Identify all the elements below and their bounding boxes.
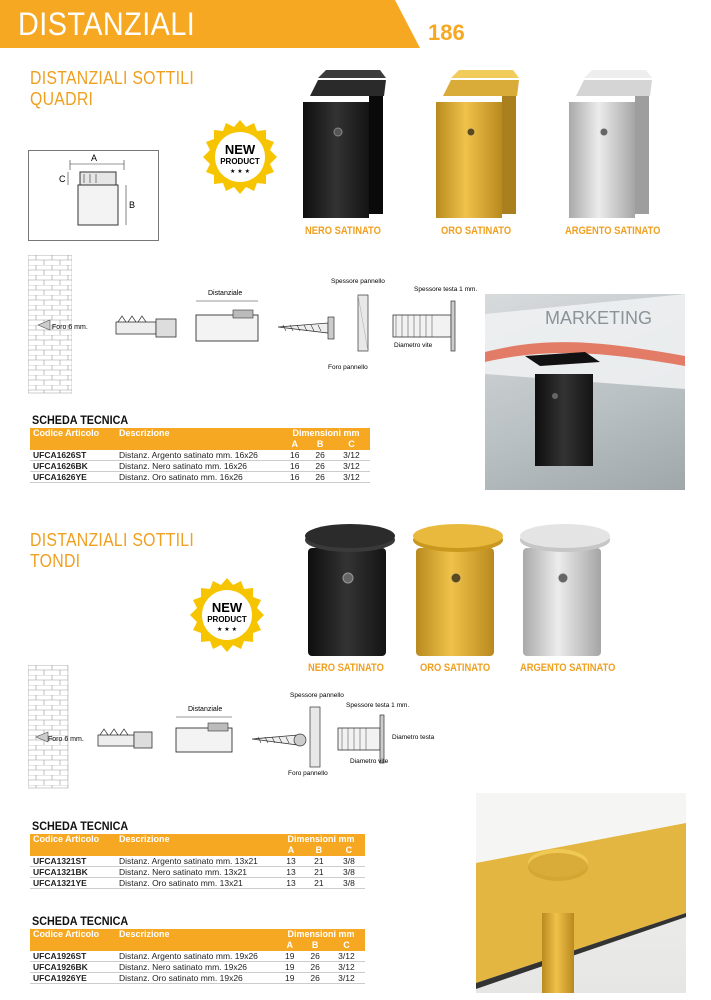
cell-code: UFCA1321YE: [30, 878, 116, 889]
table-row: [30, 472, 370, 483]
cell-code: UFCA1321ST: [30, 856, 116, 867]
label-diametro-testa: Diametro testa: [392, 734, 435, 741]
section2-title-line1: DISTANZIALI SOTTILI: [30, 530, 195, 550]
blank-cell: [116, 439, 282, 450]
dim-label-b: B: [129, 200, 136, 210]
product-square-silver: [566, 70, 652, 220]
dim-label-c: C: [59, 174, 66, 184]
table-header-row: [30, 929, 365, 940]
cell-a: 16: [282, 450, 307, 461]
badge-new-text: NEW: [211, 600, 243, 615]
label-diametro-vite: Diametro vite: [350, 758, 389, 765]
page-number: 186: [428, 20, 465, 45]
table-subheader-row: [30, 940, 365, 951]
cell-desc: Distanz. Nero satinato mm. 13x21: [116, 867, 277, 878]
cell-code: UFCA1626ST: [30, 450, 116, 461]
cell-b: 26: [307, 472, 332, 483]
product-square-black: [300, 70, 386, 220]
cell-desc: Distanz. Nero satinato mm. 16x26: [116, 461, 282, 472]
photo-sign-text: MARKETING: [545, 308, 653, 328]
cell-b: 26: [302, 962, 327, 973]
label-foro-pannello: Foro pannello: [288, 770, 328, 777]
cell-b: 21: [305, 878, 333, 889]
table-header-row: [30, 428, 370, 439]
cell-code: UFCA1926BK: [30, 962, 116, 973]
new-product-badge: [190, 578, 264, 652]
cell-desc: Distanz. Oro satinato mm. 16x26: [116, 472, 282, 483]
dim-label-a: A: [91, 153, 98, 163]
col-dims: Dimensioni mm: [277, 929, 365, 940]
table-row: [30, 450, 370, 461]
col-desc: Descrizione: [116, 929, 277, 940]
tech-sheet-table: [30, 834, 365, 889]
blank-cell: [116, 845, 277, 856]
product-photo-square: [485, 294, 685, 490]
cell-c: 3/8: [333, 856, 365, 867]
installation-diagram-square: [28, 255, 478, 395]
tech-sheet-heading: SCHEDA TECNICA: [32, 819, 129, 833]
dimension-diagram-square: [28, 150, 160, 242]
table-subheader-row: [30, 439, 370, 450]
cell-a: 19: [277, 973, 302, 984]
cell-desc: Distanz. Oro satinato mm. 13x21: [116, 878, 277, 889]
blank-cell: [30, 940, 116, 951]
col-b: B: [305, 845, 333, 856]
table-subheader-row: [30, 845, 365, 856]
cell-c: 3/12: [328, 973, 365, 984]
section1-title: [30, 68, 194, 110]
cell-a: 16: [282, 472, 307, 483]
blank-cell: [116, 940, 277, 951]
label-spessore-pannello: Spessore pannello: [290, 692, 344, 699]
product-round-gold: [408, 520, 508, 658]
table-row: [30, 962, 365, 973]
cell-b: 26: [302, 951, 327, 962]
section1-title-line2: QUADRI: [30, 89, 94, 109]
col-dims: Dimensioni mm: [277, 834, 365, 845]
cell-b: 26: [307, 450, 332, 461]
cell-a: 16: [282, 461, 307, 472]
col-desc: Descrizione: [116, 428, 282, 439]
label-spessore-pannello: Spessore pannello: [331, 278, 385, 285]
product-square-gold: [433, 70, 519, 220]
badge-product-text: PRODUCT: [220, 157, 260, 166]
cell-c: 3/12: [333, 461, 370, 472]
col-c: C: [333, 439, 370, 450]
variant-caption: ARGENTO SATINATO: [565, 225, 661, 237]
blank-cell: [30, 845, 116, 856]
col-a: A: [277, 845, 305, 856]
cell-a: 13: [277, 878, 305, 889]
badge-stars: ★ ★ ★: [230, 168, 250, 175]
variant-caption: ORO SATINATO: [441, 225, 512, 237]
cell-a: 19: [277, 962, 302, 973]
table-row: [30, 951, 365, 962]
page-title: DISTANZIALI: [18, 6, 196, 42]
table-row: [30, 867, 365, 878]
col-code: Codice Articolo: [30, 929, 116, 940]
label-diametro-vite: Diametro vite: [394, 342, 433, 349]
cell-c: 3/8: [333, 878, 365, 889]
label-foro: Foro 6 mm.: [48, 736, 84, 743]
cell-desc: Distanz. Argento satinato mm. 16x26: [116, 450, 282, 461]
cell-code: UFCA1926YE: [30, 973, 116, 984]
col-a: A: [282, 439, 307, 450]
cell-b: 21: [305, 856, 333, 867]
section2-title-line2: TONDI: [30, 551, 81, 571]
tech-sheet-table: [30, 428, 370, 483]
col-c: C: [328, 940, 365, 951]
table-header-row: [30, 834, 365, 845]
col-desc: Descrizione: [116, 834, 277, 845]
label-foro-pannello: Foro pannello: [328, 364, 368, 371]
table-row: [30, 461, 370, 472]
col-b: B: [307, 439, 332, 450]
badge-stars: ★ ★ ★: [217, 626, 237, 633]
cell-c: 3/12: [328, 951, 365, 962]
variant-caption: ORO SATINATO: [420, 662, 491, 674]
cell-desc: Distanz. Oro satinato mm. 19x26: [116, 973, 277, 984]
cell-c: 3/8: [333, 867, 365, 878]
badge-new-text: NEW: [224, 142, 256, 157]
col-code: Codice Articolo: [30, 834, 116, 845]
cell-desc: Distanz. Argento satinato mm. 13x21: [116, 856, 277, 867]
label-spessore-testa: Spessore testa 1 mm.: [346, 702, 410, 709]
cell-a: 19: [277, 951, 302, 962]
cell-b: 26: [307, 461, 332, 472]
cell-c: 3/12: [328, 962, 365, 973]
variant-caption: ARGENTO SATINATO: [520, 662, 616, 674]
badge-product-text: PRODUCT: [207, 615, 247, 624]
product-round-black: [300, 520, 400, 658]
cell-code: UFCA1626YE: [30, 472, 116, 483]
cell-b: 26: [302, 973, 327, 984]
cell-desc: Distanz. Argento satinato mm. 19x26: [116, 951, 277, 962]
tech-sheet-table: [30, 929, 365, 984]
tech-sheet-heading: SCHEDA TECNICA: [32, 413, 129, 427]
cell-b: 21: [305, 867, 333, 878]
section2-title: [30, 530, 194, 572]
cell-a: 13: [277, 867, 305, 878]
tech-sheet-heading: SCHEDA TECNICA: [32, 914, 129, 928]
cell-code: UFCA1926ST: [30, 951, 116, 962]
label-distanziale: Distanziale: [208, 290, 243, 297]
variant-caption: NERO SATINATO: [305, 225, 381, 237]
cell-c: 3/12: [333, 450, 370, 461]
table-row: [30, 878, 365, 889]
table-row: [30, 856, 365, 867]
label-distanziale: Distanziale: [188, 706, 223, 713]
col-c: C: [333, 845, 365, 856]
label-spessore-testa: Spessore testa 1 mm.: [414, 286, 478, 293]
installation-diagram-round: [28, 665, 448, 790]
table-row: [30, 973, 365, 984]
blank-cell: [30, 439, 116, 450]
variant-caption: NERO SATINATO: [308, 662, 384, 674]
cell-desc: Distanz. Nero satinato mm. 19x26: [116, 962, 277, 973]
cell-code: UFCA1626BK: [30, 461, 116, 472]
label-foro: Foro 6 mm.: [52, 324, 88, 331]
product-photo-round: [476, 793, 686, 993]
col-code: Codice Articolo: [30, 428, 116, 439]
cell-a: 13: [277, 856, 305, 867]
section1-title-line1: DISTANZIALI SOTTILI: [30, 68, 195, 88]
cell-code: UFCA1321BK: [30, 867, 116, 878]
col-dims: Dimensioni mm: [282, 428, 370, 439]
cell-c: 3/12: [333, 472, 370, 483]
product-round-silver: [515, 520, 615, 658]
col-a: A: [277, 940, 302, 951]
new-product-badge: [203, 120, 277, 194]
col-b: B: [302, 940, 327, 951]
